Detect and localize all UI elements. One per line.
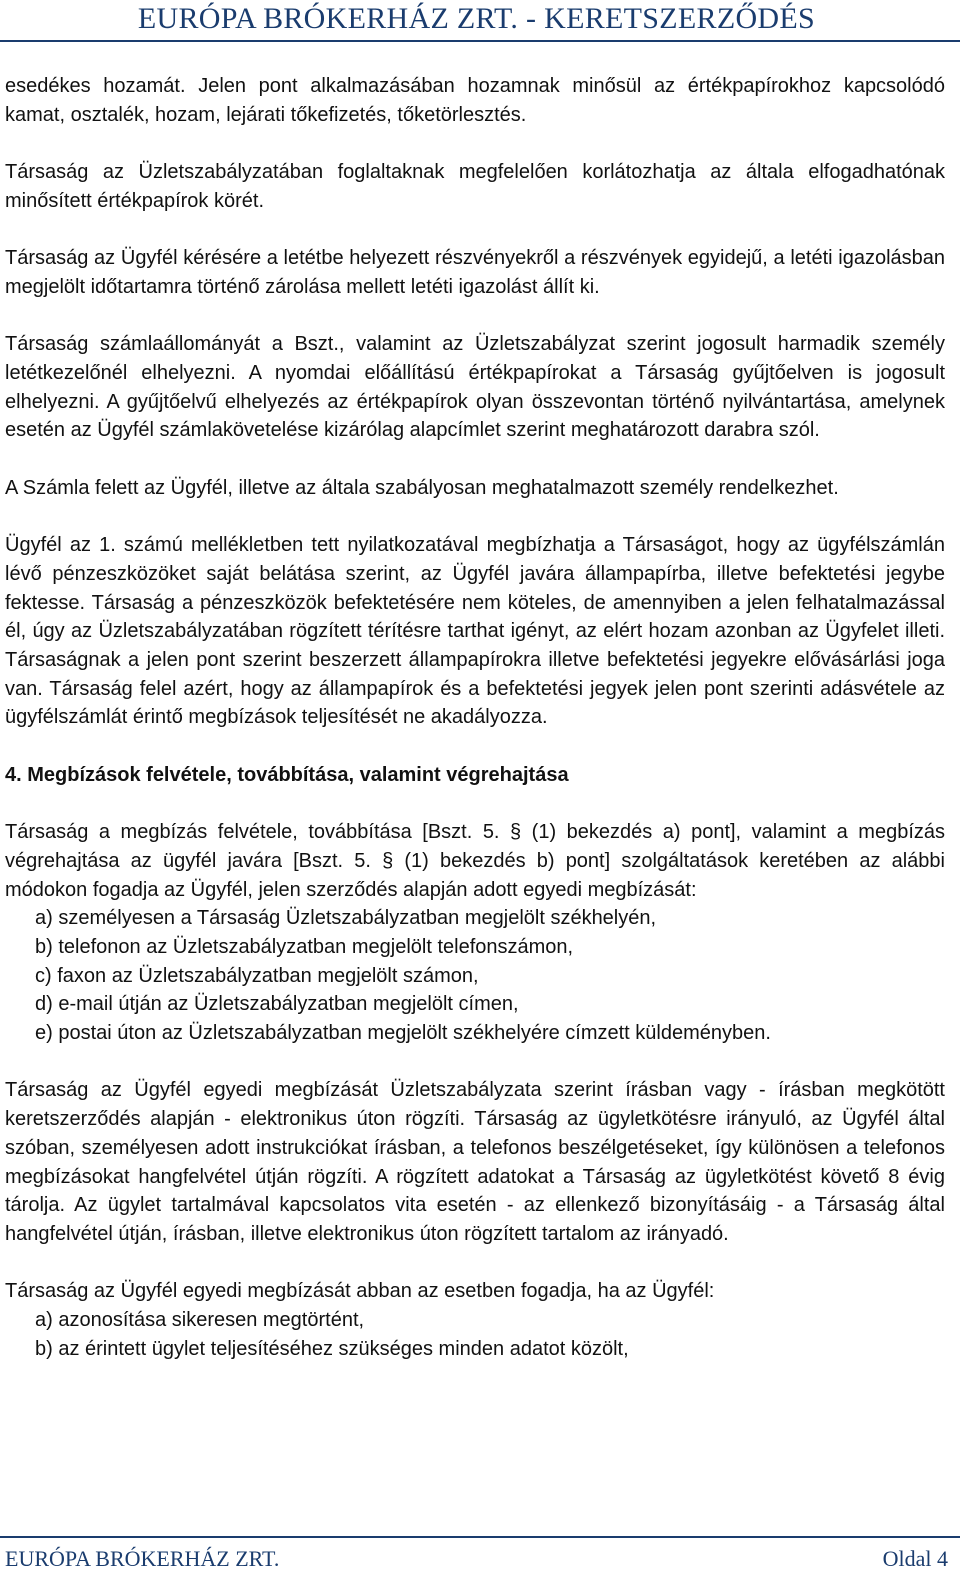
page-header: [0, 0, 960, 52]
page-footer: [0, 1536, 960, 1580]
list-item: a) személyesen a Társaság Üzletszabályzatban megjelölt székhelyén,: [35, 907, 657, 930]
list-item: c) faxon az Üzletszabályzatban megjelölt számon,: [35, 964, 479, 987]
paragraph: esedékes hozamát. Jelen pont alkalmazásában hozamnak minősül az értékpapírokhoz kapcsolódó kamat, osztalék, hozam, lejárati tőkefizetés, tőketörlesztés.: [5, 75, 945, 126]
list-item: e) postai úton az Üzletszabályzatban megjelölt székhelyére címzett küldeményben.: [35, 1022, 771, 1045]
paragraph: Társaság az Üzletszabályzatában foglaltaknak megfelelően korlátozhatja az általa elfogadhatónak minősített értékpapírok körét.: [5, 161, 945, 212]
paragraph: Ügyfél az 1. számú mellékletben tett nyilatkozatával megbízhatja a Társaságot, hogy az ügyfélszámlán lévő pénzeszközöket saját belátása szerint, az Ügyfél javára állampapírba, illetve befektetési jegybe fektesse. Társaság a pénzeszközök befektetésére nem köteles, de amennyiben a jelen felhatalmazással él, úgy az Üzletszabályzatában rögzített térítésre tarthat igényt, az elért hozam azonban az Ügyfelet illeti. Társaságnak a jelen pont szerint beszerzett állampapírokra illetve befektetési jegyekre elővásárlási joga van. Társaság felel azért, hogy az állampapírok és a befektetési jegyek jelen pont szerinti adásvétele az ügyfélszámlát érintő megbízások teljesítését ne akadályozza.: [5, 534, 945, 729]
paragraph: Társaság az Ügyfél egyedi megbízását abban az esetben fogadja, ha az Ügyfél:: [5, 1280, 715, 1303]
list-item: b) az érintett ügylet teljesítéséhez szükséges minden adatot közölt,: [35, 1337, 629, 1360]
condition-list: [5, 1306, 945, 1363]
page-number: Oldal 4: [882, 1546, 948, 1571]
list-item: b) telefonon az Üzletszabályzatban megjelölt telefonszámon,: [35, 935, 574, 958]
channel-list: [5, 904, 945, 1048]
paragraph: A Számla felett az Ügyfél, illetve az általa szabályosan meghatalmazott személy rendelkezhet.: [5, 476, 839, 499]
list-item: a) azonosítása sikeresen megtörtént,: [35, 1309, 365, 1332]
section-heading: 4. Megbízások felvétele, továbbítása, valamint végrehajtása: [5, 763, 569, 786]
paragraph: Társaság a megbízás felvétele, továbbítása [Bszt. 5. § (1) bekezdés a) pont], valamint a megbízás végrehajtása az ügyfél javára [Bszt. 5. § (1) bekezdés b) pont] szolgáltatások keretében az alábbi módokon fogadja az Ügyfél, jelen szerződés alapján adott egyedi megbízását:: [5, 821, 945, 901]
document-body: [5, 72, 945, 1364]
paragraph: Társaság az Ügyfél egyedi megbízását Üzletszabályzata szerint írásban vagy - írásban megkötött keretszerződés alapján - elektronikus úton rögzíti. Társaság az ügyletkötésre irányuló, az Ügyfél által szóban, személyesen adott instrukciókat írásban, a telefonos beszélgetéseket, így különösen a telefonos megbízásokat hangfelvétel útján rögzíti. A rögzített adatokat a Társaság az ügyletkötést követő 8 évig tárolja. Az ügylet tartalmával kapcsolatos vita esetén - az ellenkező bizonyításáig - a Társaság által hangfelvétel útján, írásban, illetve elektronikus úton rögzített tartalom az irányadó.: [5, 1079, 945, 1245]
paragraph: Társaság számlaállományát a Bszt., valamint az Üzletszabályzat szerint jogosult harmadik személy letétkezelőnél elhelyezni. A nyomdai előállítású értékpapírokat a Társaság gyűjtőelven is jogosult elhelyezni. A gyűjtőelvű elhelyezés az értékpapírok olyan összevontan történő nyilvántartása, amelynek esetén az Ügyfél számlakövetelése kizárólag alapcímlet szerint meghatározott darabra szól.: [5, 333, 945, 442]
footer-divider: [0, 1536, 960, 1538]
paragraph: Társaság az Ügyfél kérésére a letétbe helyezett részvényekről a részvények egyidejű, a letéti igazolásban megjelölt időtartamra történő zárolása mellett letéti igazolást állít ki.: [5, 247, 945, 298]
list-item: d) e-mail útján az Üzletszabályzatban megjelölt címen,: [35, 993, 519, 1016]
footer-company-name: EURÓPA BRÓKERHÁZ ZRT.: [5, 1546, 280, 1571]
header-divider: [0, 40, 960, 42]
document-title: EURÓPA BRÓKERHÁZ ZRT. - KERETSZERZŐDÉS: [137, 2, 815, 35]
